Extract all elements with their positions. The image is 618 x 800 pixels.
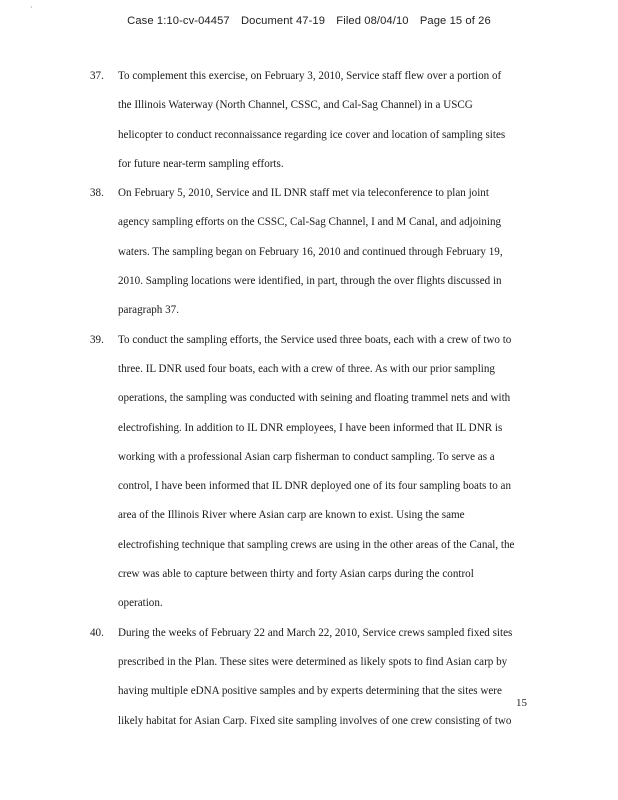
paragraph-38 (0, 179, 618, 325)
text-line: for future near-term sampling efforts. (118, 157, 284, 170)
scan-mark: · (30, 3, 33, 12)
text-line: electrofishing. In addition to IL DNR employees, I have been informed that IL DNR is (118, 421, 503, 434)
paragraph-number: 39. (90, 333, 104, 346)
text-line: prescribed in the Plan. These sites were determined as likely spots to find Asian carp by (118, 655, 508, 668)
text-line: helicopter to conduct reconnaissance regarding ice cover and location of sampling sites (118, 128, 506, 141)
text-line: working with a professional Asian carp fisherman to conduct sampling. To serve as a (118, 450, 495, 463)
text-line: paragraph 37. (118, 304, 179, 317)
text-line: likely habitat for Asian Carp. Fixed site sampling involves of one crew consisting of two (118, 714, 512, 727)
page-number: 15 (516, 697, 527, 709)
text-line: the Illinois Waterway (North Channel, CSSC, and Cal-Sag Channel) in a USCG (118, 99, 473, 112)
paragraph-number: 37. (90, 70, 104, 82)
document-number: Document 47-19 (240, 15, 326, 27)
case-number: Case 1:10-cv-04457 (127, 15, 230, 27)
text-line: three. IL DNR used four boats, each with a crew of three. As with our prior sampling (118, 362, 495, 375)
text-line: crew was able to capture between thirty and forty Asian carps during the control (118, 568, 474, 581)
text-line: operation. (118, 597, 163, 610)
text-line: having multiple eDNA positive samples and by experts determining that the sites were (118, 685, 502, 698)
text-line: During the weeks of February 22 and March 22, 2010, Service crews sampled fixed sites (118, 626, 513, 639)
filed-date: Filed 08/04/10 (336, 15, 409, 27)
paragraph-37 (0, 62, 618, 179)
page-indicator: Page 15 of 26 (419, 15, 491, 27)
text-line: On February 5, 2010, Service and IL DNR staff met via teleconference to plan joint (118, 187, 489, 200)
paragraph-number: 38. (90, 187, 104, 200)
text-line: To conduct the sampling efforts, the Service used three boats, each with a crew of two to (118, 333, 512, 346)
case-header (0, 15, 618, 27)
text-line: To complement this exercise, on February 3, 2010, Service staff flew over a portion of (118, 70, 502, 82)
paragraph-number: 40. (90, 626, 104, 639)
document-body (0, 62, 618, 736)
text-line: waters. The sampling began on February 16, 2010 and continued through February 19, (118, 245, 503, 258)
paragraph-40 (0, 619, 618, 736)
text-line: agency sampling efforts on the CSSC, Cal-Sag Channel, I and M Canal, and adjoining (118, 216, 502, 229)
text-line: area of the Illinois River where Asian carp are known to exist. Using the same (118, 509, 465, 522)
text-line: electrofishing technique that sampling crews are using in the other areas of the Canal, the (118, 538, 515, 551)
text-line: operations, the sampling was conducted with seining and floating trammel nets and with (118, 392, 511, 405)
text-line: 2010. Sampling locations were identified, in part, through the over flights discussed in (118, 275, 502, 288)
paragraph-39 (0, 326, 618, 619)
text-line: control, I have been informed that IL DNR deployed one of its four sampling boats to an (118, 480, 512, 493)
